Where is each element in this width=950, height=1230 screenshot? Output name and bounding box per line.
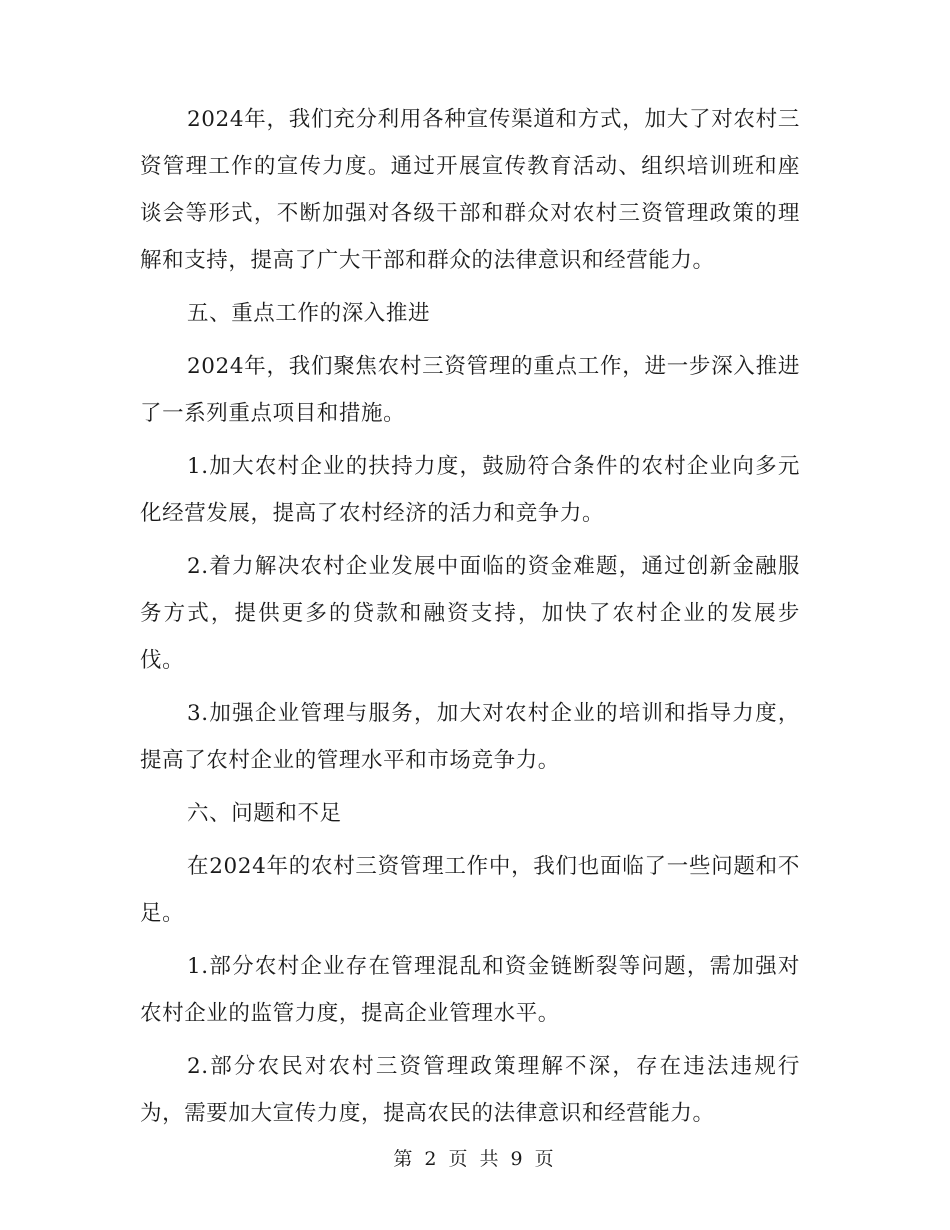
page-number-footer: 第 2 页 共 9 页 (393, 1148, 557, 1170)
document-body (140, 96, 800, 1143)
paragraph-problems-intro: 在2024年的农村三资管理工作中，我们也面临了一些问题和不足。 (140, 854, 800, 926)
list-item-problem-2: 2.部分农民对农村三资管理政策理解不深，存在违法违规行为，需要加大宣传力度，提高农民的法律意识和经营能力。 (140, 1054, 800, 1126)
list-item-key-work-3: 3.加强企业管理与服务，加大对农村企业的培训和指导力度，提高了农村企业的管理水平和市场竞争力。 (140, 701, 800, 773)
paragraph-propaganda: 2024年，我们充分利用各种宣传渠道和方式，加大了对农村三资管理工作的宣传力度。通过开展宣传教育活动、组织培训班和座谈会等形式，不断加强对各级干部和群众对农村三资管理政策的理解和支持，提高了广大干部和群众的法律意识和经营能力。 (140, 107, 800, 273)
section-heading-problems: 六、问题和不足 (187, 801, 342, 826)
list-item-key-work-2: 2.着力解决农村企业发展中面临的资金难题，通过创新金融服务方式，提供更多的贷款和融资支持，加快了农村企业的发展步伐。 (140, 554, 800, 673)
paragraph-key-work-intro: 2024年，我们聚焦农村三资管理的重点工作，进一步深入推进了一系列重点项目和措施。 (140, 354, 800, 426)
section-heading-key-work: 五、重点工作的深入推进 (187, 301, 431, 326)
list-item-key-work-1: 1.加大农村企业的扶持力度，鼓励符合条件的农村企业向多元化经营发展，提高了农村经济的活力和竞争力。 (140, 454, 800, 526)
list-item-problem-1: 1.部分农村企业存在管理混乱和资金链断裂等问题，需加强对农村企业的监管力度，提高企业管理水平。 (140, 954, 800, 1026)
